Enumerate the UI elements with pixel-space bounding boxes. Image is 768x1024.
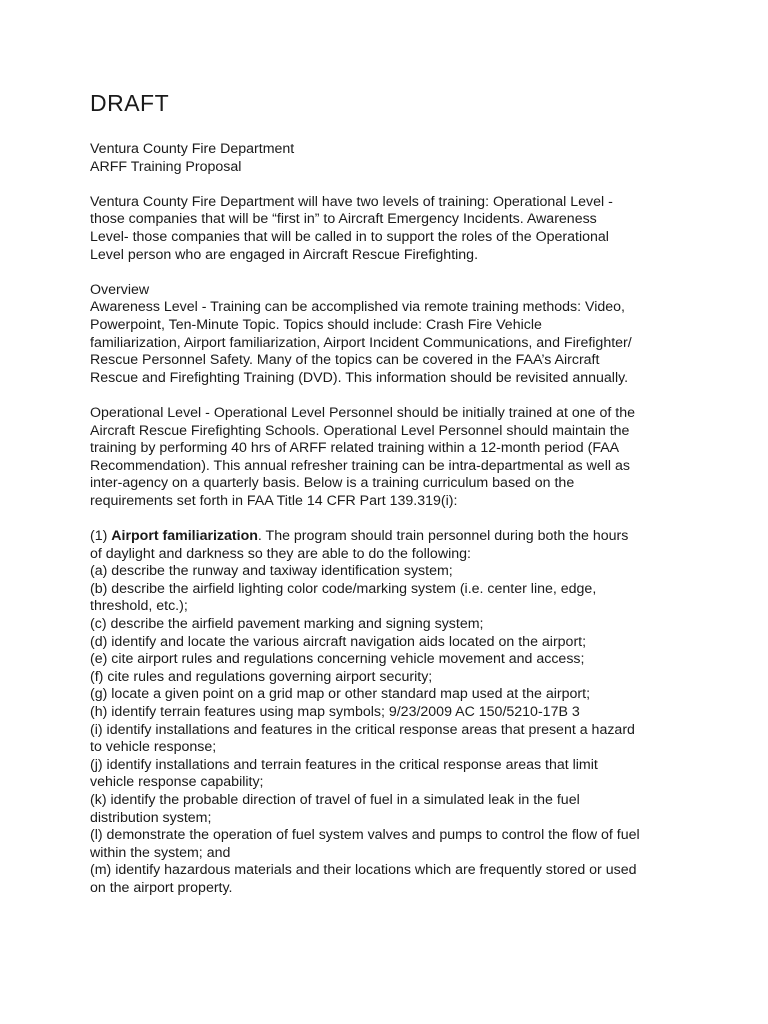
paragraph-line: Level- those companies that will be called in to support the roles of the Operational: [90, 228, 609, 245]
operational-paragraph: [90, 405, 682, 511]
list-item: (i) identify installations and features in the critical response areas that present a hazard: [90, 721, 635, 738]
list-item: (b) describe the airfield lighting color code/marking system (i.e. center line, edge,: [90, 580, 597, 597]
familiarization-section: [90, 528, 682, 897]
list-item: to vehicle response;: [90, 739, 217, 756]
intro-paragraph: [90, 194, 682, 264]
list-item: (l) demonstrate the operation of fuel system valves and pumps to control the flow of fuel: [90, 827, 640, 844]
list-item: (e) cite airport rules and regulations concerning vehicle movement and access;: [90, 651, 585, 668]
paragraph-line: Powerpoint, Ten-Minute Topic. Topics should include: Crash Fire Vehicle: [90, 316, 542, 333]
list-item: threshold, etc.);: [90, 598, 188, 615]
paragraph-line: Level person who are engaged in Aircraft Rescue Firefighting.: [90, 246, 479, 263]
draft-heading: DRAFT: [90, 90, 170, 116]
paragraph-line: familiarization, Airport familiarization, Airport Incident Communications, and Firefighter/: [90, 334, 632, 351]
list-item: (m) identify hazardous materials and their locations which are frequently stored or used: [90, 862, 637, 879]
paragraph-line: those companies that will be “first in” to Aircraft Emergency Incidents. Awareness: [90, 211, 597, 228]
list-item: vehicle response capability;: [90, 774, 264, 791]
item-number: (1): [90, 528, 112, 545]
proposal-title: ARFF Training Proposal: [90, 158, 242, 175]
familiarization-title: Airport familiarization: [111, 528, 258, 545]
paragraph-line: Awareness Level - Training can be accomplished via remote training methods: Video,: [90, 299, 625, 316]
list-item: (a) describe the runway and taxiway identification system;: [90, 563, 453, 580]
familiarization-first-line: [90, 528, 682, 546]
department-name: Ventura County Fire Department: [90, 141, 295, 157]
paragraph-line: Rescue Personnel Safety. Many of the topics can be covered in the FAA’s Aircraft: [90, 352, 600, 369]
overview-section: [90, 282, 682, 388]
list-item: (k) identify the probable direction of travel of fuel in a simulated leak in the fuel: [90, 791, 580, 808]
org-header: [90, 141, 682, 176]
paragraph-line: of daylight and darkness so they are able to do the following:: [90, 545, 471, 562]
list-item: distribution system;: [90, 809, 212, 826]
list-item: on the airport property.: [90, 879, 233, 896]
list-item: (c) describe the airfield pavement marking and signing system;: [90, 616, 484, 633]
list-item: (h) identify terrain features using map symbols; 9/23/2009 AC 150/5210-17B 3: [90, 704, 580, 720]
list-item: (g) locate a given point on a grid map or other standard map used at the airport;: [90, 686, 591, 703]
paragraph-line: Recommendation). This annual refresher training can be intra-departmental as well as: [90, 457, 630, 474]
list-item: (d) identify and locate the various aircraft navigation aids located on the airport;: [90, 633, 587, 650]
paragraph-line: Rescue and Firefighting Training (DVD). This information should be revisited annually.: [90, 369, 629, 386]
paragraph-line: Ventura County Fire Department will have two levels of training: Operational Level -: [90, 193, 613, 210]
paragraph-line: inter-agency on a quarterly basis. Below is a training curriculum based on the: [90, 475, 575, 492]
list-item: (f) cite rules and regulations governing airport security;: [90, 668, 433, 685]
paragraph-line: Operational Level - Operational Level Personnel should be initially trained at one of the: [90, 404, 635, 421]
list-item: within the system; and: [90, 844, 231, 861]
paragraph-line: requirements set forth in FAA Title 14 CFR Part 139.319(i):: [90, 492, 458, 509]
paragraph-line: training by performing 40 hrs of ARFF related training within a 12-month period (FAA: [90, 440, 620, 457]
overview-title: Overview: [90, 281, 150, 298]
familiarization-intro: . The program should train personnel during both the hours: [257, 528, 629, 545]
list-item: (j) identify installations and terrain features in the critical response areas that limit: [90, 756, 598, 773]
paragraph-line: Aircraft Rescue Firefighting Schools. Operational Level Personnel should maintain the: [90, 422, 630, 439]
